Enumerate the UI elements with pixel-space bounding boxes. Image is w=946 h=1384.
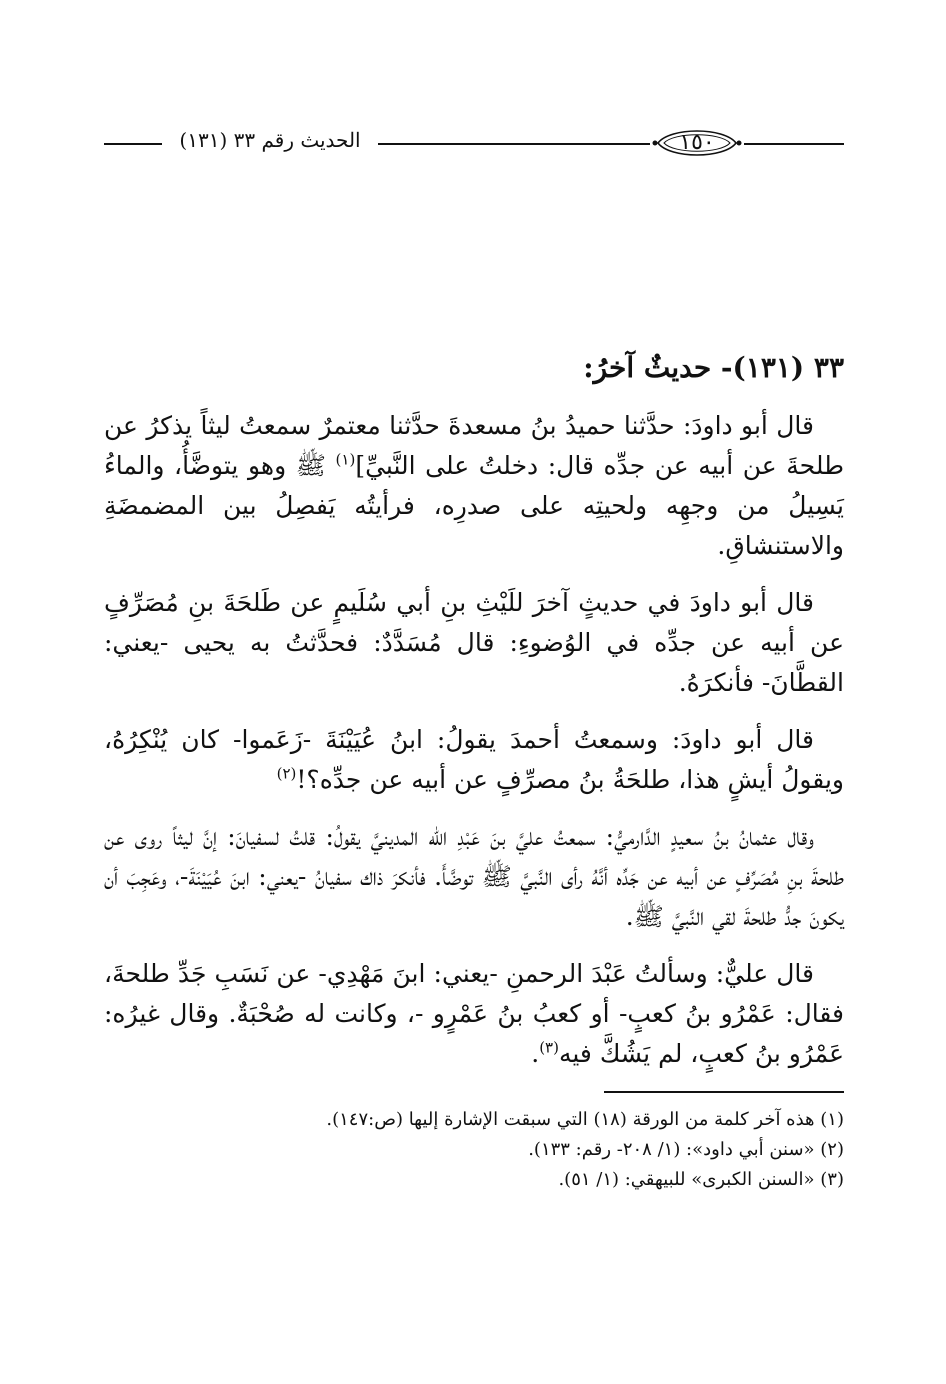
paragraph-text: قال أبو داودَ: وسمعتُ أحمدَ يقولُ: ابنُ عُيَيْنَةَ -زَعَموا- كان يُنْكِرُهُ، ويقولُ أيشٍ هذا، طلحَةُ بنُ مصرِّفٍ عن أبيه عن جدِّه؟! <box>104 725 844 794</box>
header-rule-right <box>744 143 844 145</box>
paragraph <box>104 583 844 703</box>
footnote-separator <box>604 1091 844 1093</box>
header-rule-left <box>104 143 162 145</box>
footnote: (١) هذه آخر كلمة من الورقة (١٨) التي سبقت الإشارة إليها (ص:١٤٧). <box>326 1109 844 1130</box>
page-number-ornament <box>652 124 742 162</box>
paragraph <box>104 817 844 937</box>
main-text <box>104 348 844 1195</box>
hadith-heading: ٣٣ (١٣١)- حديثٌ آخرُ: <box>583 351 844 384</box>
footnote-reference: (٣) <box>539 1038 559 1057</box>
header-rule-middle <box>378 143 650 145</box>
paragraph <box>104 954 844 1074</box>
running-header <box>104 122 844 166</box>
footnote-reference: (٢) <box>276 764 297 783</box>
paragraph-text: ﷺ وهو يتوضَّأُ، والماءُ يَسِيلُ من وجهِه ولحيتِه على صدرِه، فرأيتُه يَفصِلُ بين المضمضَةِ والاستنشاقِ. <box>104 451 844 560</box>
paragraph-text: وقال عثمانُ بنُ سعيدٍ الدَّارميُّ: سمعتُ عليَّ بنَ عَبْدِ الله المدينيَّ يقولُ: قلتُ لسفيانَ: إنَّ ليثاً روى عن طلحةَ بنِ مُصَرِّفٍ عن أبيه عن جَدِّه أنَّهُ رأى النَّبيَّ ﷺ توضَّأَ. فأنكرَ ذاك سفيانُ -يعني: ابنَ عُيَيْنَةَ-، وعَجِبَ أن يكونَ جدُّ طلحةَ لقي النَّبيَّ ﷺ. <box>104 822 844 931</box>
paragraph-text: قال عليٌّ: وسألتُ عَبْدَ الرحمنِ -يعني: ابنَ مَهْدِي- عن نَسَبِ جَدِّ طلحةَ، فقال: عَمْرُو بنُ كعبٍ- أو كعبُ بنُ عَمْرٍو -، وكانت له صُحْبَةٌ. وقال غيرُه: عَمْرُو بنُ كعبٍ، لم يَشُكَّ فيه <box>104 959 844 1068</box>
running-title: الحديث رقم ٣٣ (١٣١) <box>179 128 361 152</box>
footnote-reference: (١) <box>335 450 356 469</box>
paragraph-text: قال أبو داودَ في حديثٍ آخرَ للَيْثِ بنِ أبي سُلَيمٍ عن طَلحَةَ بنِ مُصَرِّفٍ عن أبيه عن جدِّه في الوُضوءِ: قال مُسَدَّدٌ: فحدَّثتُ به يحيى -يعني: القطَّانَ- فأنكرَهُ. <box>104 588 844 697</box>
footnote: (٣) «السنن الكبرى» للبيهقي: (١/ ٥١). <box>558 1169 844 1190</box>
paragraph <box>104 720 844 800</box>
paragraph-text: قال أبو داودَ: حدَّثنا حميدُ بنُ مسعدةَ حدَّثنا معتمرٌ سمعتُ ليثاً يذكرُ عن طلحةَ عن أبيه عن جدِّه قال: دخلتُ على النَّبيِّ] <box>104 411 844 480</box>
paragraph <box>104 406 844 566</box>
paragraph-text: . <box>531 1039 540 1068</box>
footnote: (٢) «سنن أبي داود»: (١/ ٢٠٨- رقم: ١٣٣). <box>528 1139 844 1160</box>
page-number: ١٥٠ <box>679 130 715 155</box>
